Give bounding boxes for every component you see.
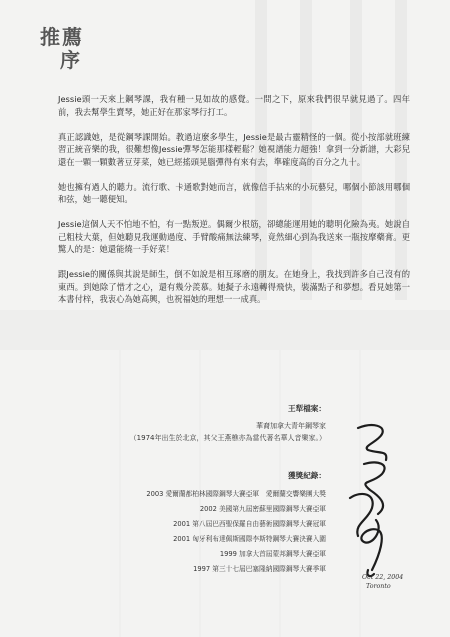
award-item: 1999 加拿大首屆蒙邦鋼琴大賽亞軍 [219,550,326,558]
awards-heading: 獲獎紀錄： [288,471,326,480]
paragraph: Jessie這個人天不怕地不怕，有一點叛逆。偶爾少根筋，卻總能運用她的聰明化險為夷。她說自己粗枝大葉，但她聽見我運動過度、手臂酸痛無法練琴，竟然細心到為我送來一瓶按摩藥膏。更驚人的是：她還能燒一手好菜！ [58,219,410,254]
paragraph: Jessie頭一天來上鋼琴課，我有種一見如故的感覺。一問之下，原來我們很早就見過了。四年前，我去幫學生賣琴，她正好在那家琴行打工。 [58,94,410,117]
sign-date-text: Oct 22, 2004 [362,574,404,581]
body-text [58,93,410,318]
paragraph: 真正認識她，是從鋼琴課開始。教過這麼多學生，Jessie是最古靈精怪的一個。從小按部就班練習正統音樂的我，很難想像Jessie彈琴怎能那樣輕鬆？她視譜能力超強！拿到一分新譜，大彩兒還在一顆一顆數著豆芽菜，她已經搖頭晃腦彈得有來有去，準確度高的百分之九十。 [58,131,410,167]
profile-line: （1974年出生於北京，其父王燕樵亦為當代著名華人音樂家。） [129,434,326,442]
award-item: 2002 美國第九屆密蘇里國際鋼琴大賽亞軍 [199,505,326,513]
profile-details [130,420,326,444]
paragraph: 她也擁有過人的聽力。流行歌、卡通歌對她而言，就像信手拈來的小玩藝兒，哪個小節該用哪個和弦，她一聽便知。 [58,181,410,204]
title-line-2: 序 [60,48,82,72]
signature-date [362,573,422,591]
award-item: 2001 匈牙利布達佩斯國際李斯特鋼琴大賽決賽入圍 [173,535,326,543]
award-item: 2003 愛爾蘭都柏林國際鋼琴大賽亞軍 愛爾蘭交響樂團大獎 [146,490,326,498]
title-line-1: 推薦 [40,25,84,49]
page-title [40,26,100,72]
handwritten-signature [328,420,418,580]
paragraph: 跟Jessie的關係與其說是師生，倒不如說是相互琢磨的朋友。在她身上，我找到許多自己沒有的東西。到她除了惜才之心，還有幾分羨慕。她擬子永遠轉得飛快，裝滿點子和夢想。看見她第一本書付梓，我衷心為她高興，也祝福她的理想一一成真。 [58,269,410,304]
profile-line: 華裔加拿大青年鋼琴家 [256,422,326,430]
profile-heading: 王犁檔案： [288,404,326,413]
sign-place-text: Toronto [366,583,391,590]
awards-list [146,487,326,577]
award-item: 2001 第八屆巴西聖保羅自由藝術國際鋼琴大賽冠軍 [173,520,326,528]
award-item: 1997 第三十七屆巴塞隆納國際鋼琴大賽季軍 [193,565,326,573]
